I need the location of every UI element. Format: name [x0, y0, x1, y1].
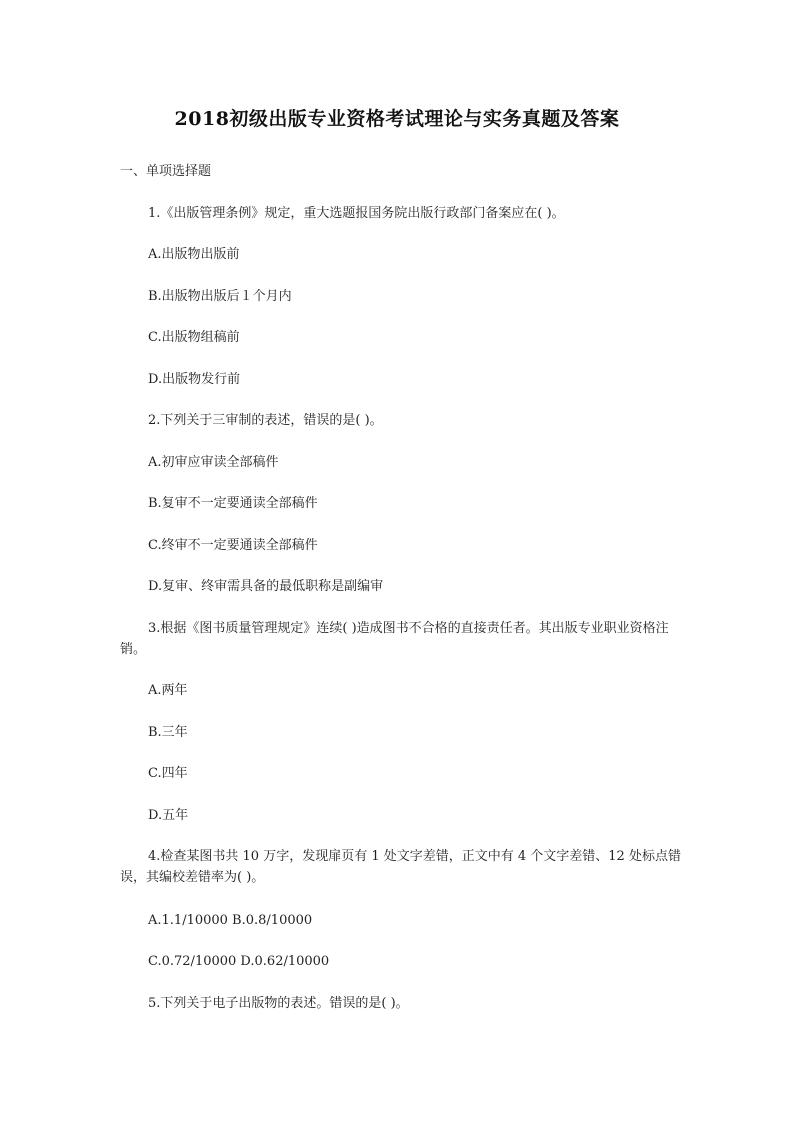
question-3-option-c: C.四年 [148, 766, 188, 781]
question-2-option-b: B.复审不一定要通读全部稿件 [148, 496, 318, 511]
question-2-text: 2.下列关于三审制的表述，错误的是( )。 [148, 413, 383, 428]
document-title: 2018初级出版专业资格考试理论与实务真题及答案 [174, 108, 620, 130]
question-3-option-d: D.五年 [148, 808, 189, 823]
section-heading: 一、单项选择题 [120, 164, 212, 179]
question-1-text: 1.《出版管理条例》规定，重大选题报国务院出版行政部门备案应在( )。 [148, 206, 565, 221]
question-5-text: 5.下列关于电子出版物的表述。错误的是( )。 [148, 996, 409, 1011]
question-3-option-b: B.三年 [148, 725, 188, 740]
question-2-option-a: A.初审应审读全部稿件 [148, 455, 279, 470]
question-1-option-d: D.出版物发行前 [148, 372, 241, 387]
question-4-options-cd: C.0.72/10000 D.0.62/10000 [148, 954, 330, 969]
question-3-option-a: A.两年 [148, 683, 188, 698]
question-3-text: 3.根据《图书质量管理规定》连续( )造成图书不合格的直接责任者。其出版专业职业资格注销。 [120, 621, 669, 657]
question-1-option-a: A.出版物出版前 [148, 247, 240, 262]
question-2-option-d: D.复审、终审需具备的最低职称是副编审 [148, 579, 384, 594]
question-4-text: 4.检查某图书共 10 万字，发现扉页有 1 处文字差错，正文中有 4 个文字差错、12 处标点错误，其编校差错率为( )。 [120, 849, 681, 885]
question-1-option-b: B.出版物出版后１个月内 [148, 289, 292, 304]
question-1-option-c: C.出版物组稿前 [148, 330, 240, 345]
question-2-option-c: C.终审不一定要通读全部稿件 [148, 538, 318, 553]
question-4-options-ab: A.1.1/10000 B.0.8/10000 [148, 913, 313, 928]
